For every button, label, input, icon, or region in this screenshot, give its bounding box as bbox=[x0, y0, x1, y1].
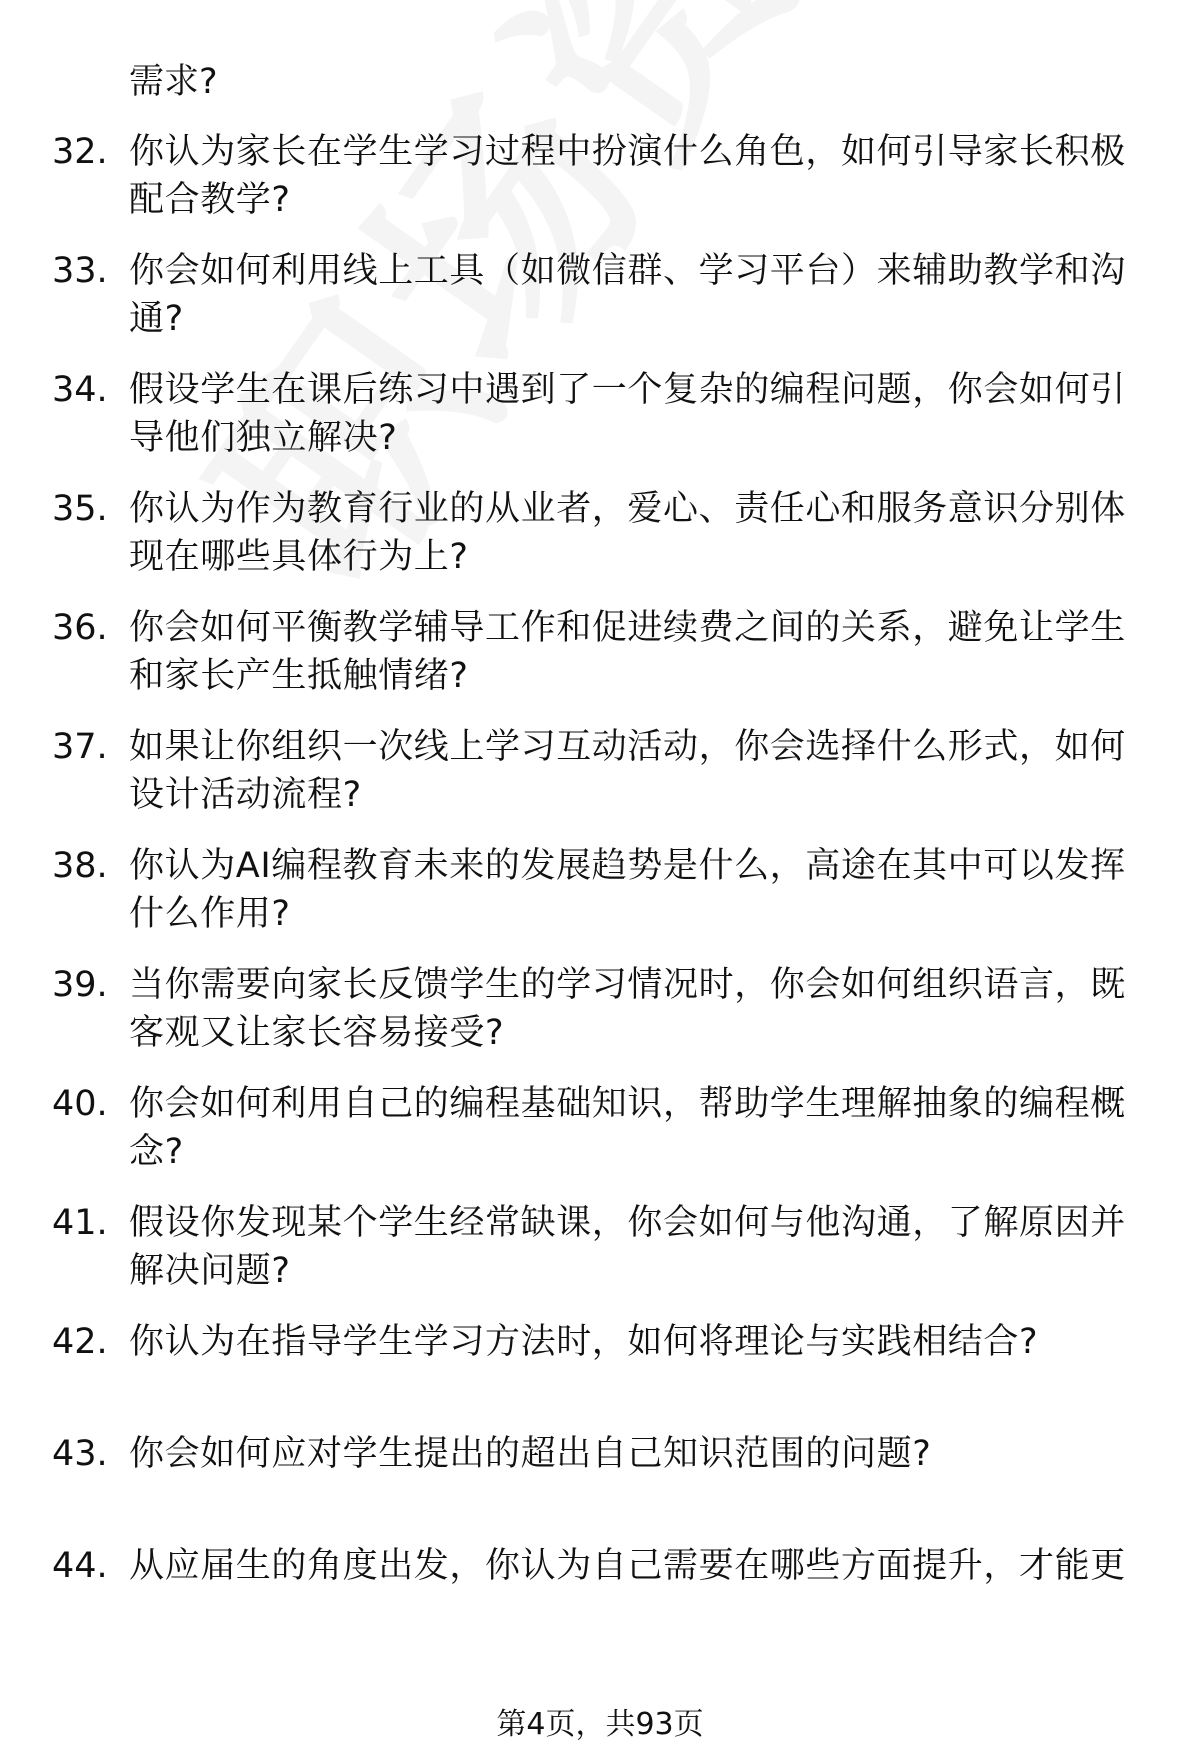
question-text-line: 你会如何利用自己的编程基础知识，帮助学生理解抽象的编程概 bbox=[129, 1084, 1126, 1124]
question-text-line: 你认为作为教育行业的从业者，爱心、责任心和服务意识分别体 bbox=[129, 489, 1126, 529]
question-text-line: 什么作用? bbox=[129, 894, 291, 934]
question-text-line: 你会如何平衡教学辅导工作和促进续费之间的关系，避免让学生 bbox=[129, 608, 1126, 648]
question-number: 33. bbox=[52, 251, 108, 291]
question-text-line: 你会如何应对学生提出的超出自己知识范围的问题? bbox=[129, 1434, 932, 1474]
question-number: 42. bbox=[52, 1322, 108, 1362]
question-text-line: 和家长产生抵触情绪? bbox=[129, 656, 469, 696]
continued-text: 需求? bbox=[129, 62, 218, 102]
question-number: 34. bbox=[52, 370, 108, 410]
question-number: 37. bbox=[52, 727, 108, 767]
question-text-line: 念? bbox=[129, 1132, 184, 1172]
question-text-line: 设计活动流程? bbox=[129, 775, 362, 815]
question-text-line: 你认为家长在学生学习过程中扮演什么角色，如何引导家长积极 bbox=[129, 132, 1126, 172]
question-number: 36. bbox=[52, 608, 108, 648]
question-text-line: 你认为AI编程教育未来的发展趋势是什么，高途在其中可以发挥 bbox=[129, 846, 1126, 886]
question-text-line: 你会如何利用线上工具（如微信群、学习平台）来辅助教学和沟 bbox=[129, 251, 1126, 291]
question-number: 35. bbox=[52, 489, 108, 529]
question-text-line: 通? bbox=[129, 299, 184, 339]
question-number: 39. bbox=[52, 965, 108, 1005]
question-text-line: 你认为在指导学生学习方法时，如何将理论与实践相结合? bbox=[129, 1322, 1039, 1362]
question-text-line: 导他们独立解决? bbox=[129, 418, 398, 458]
question-text-line: 当你需要向家长反馈学生的学习情况时，你会如何组织语言，既 bbox=[129, 965, 1126, 1005]
question-number: 43. bbox=[52, 1434, 108, 1474]
question-text-line: 解决问题? bbox=[129, 1251, 291, 1291]
question-number: 44. bbox=[52, 1546, 108, 1586]
question-text-line: 客观又让家长容易接受? bbox=[129, 1013, 505, 1053]
question-text-line: 如果让你组织一次线上学习互动活动，你会选择什么形式，如何 bbox=[129, 727, 1126, 767]
question-number: 38. bbox=[52, 846, 108, 886]
question-number: 40. bbox=[52, 1084, 108, 1124]
question-text-line: 假设你发现某个学生经常缺课，你会如何与他沟通，了解原因并 bbox=[129, 1203, 1126, 1243]
question-number: 32. bbox=[52, 132, 108, 172]
question-text-line: 假设学生在课后练习中遇到了一个复杂的编程问题，你会如何引 bbox=[129, 370, 1126, 410]
question-text-line: 现在哪些具体行为上? bbox=[129, 537, 469, 577]
question-text-line: 配合教学? bbox=[129, 180, 291, 220]
question-number: 41. bbox=[52, 1203, 108, 1243]
page-number: 第4页，共93页 bbox=[496, 1707, 704, 1742]
question-text-line: 从应届生的角度出发，你认为自己需要在哪些方面提升，才能更 bbox=[129, 1546, 1126, 1586]
